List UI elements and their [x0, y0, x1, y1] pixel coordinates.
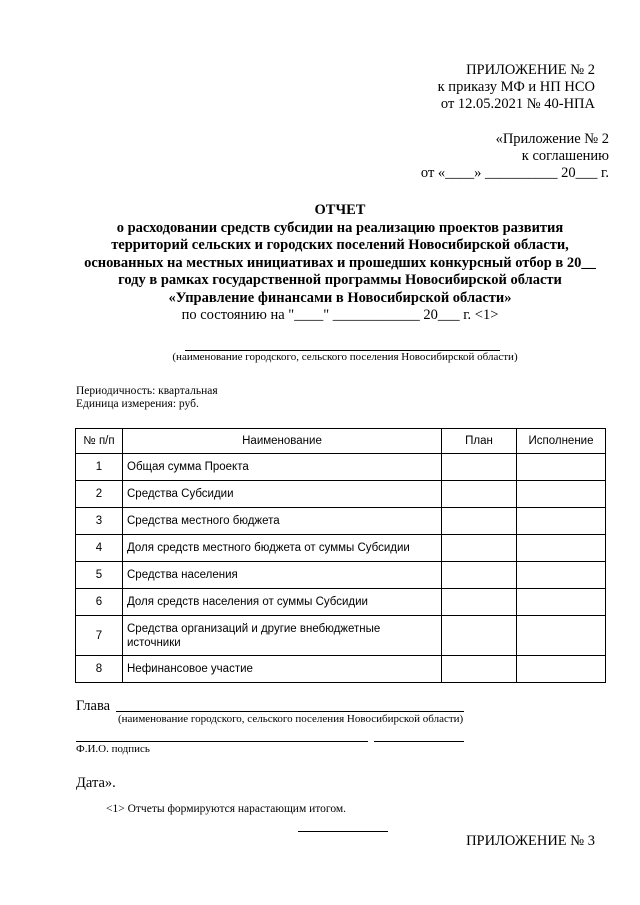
row-name: Доля средств населения от суммы Субсидии — [123, 589, 442, 616]
report-title-line: году в рамках государственной программы Новосибирской области — [118, 272, 562, 288]
report-title — [60, 202, 620, 325]
row-num: 3 — [76, 508, 123, 535]
header-exec: Исполнение — [517, 429, 606, 454]
row-num: 1 — [76, 454, 123, 481]
periodicity: Периодичность: квартальная — [76, 385, 218, 397]
order-date: от 12.05.2021 № 40-НПА — [440, 96, 595, 112]
agreement-header — [421, 131, 609, 182]
table-row — [76, 589, 606, 616]
row-plan[interactable] — [442, 481, 517, 508]
header-num: № п/п — [76, 429, 123, 454]
table-row — [76, 616, 606, 656]
fio-caption: Ф.И.О. подпись — [76, 743, 150, 755]
row-num: 5 — [76, 562, 123, 589]
row-exec[interactable] — [517, 616, 606, 656]
row-plan[interactable] — [442, 589, 517, 616]
row-num: 8 — [76, 656, 123, 683]
row-plan[interactable] — [442, 508, 517, 535]
agreement-appendix: «Приложение № 2 — [495, 131, 609, 147]
table-row — [76, 535, 606, 562]
row-name: Общая сумма Проекта — [123, 454, 442, 481]
row-name: Средства населения — [123, 562, 442, 589]
table-header-row — [76, 429, 606, 454]
row-exec[interactable] — [517, 454, 606, 481]
table-row — [76, 656, 606, 683]
row-num: 2 — [76, 481, 123, 508]
agreement-ref: к соглашению — [521, 148, 609, 164]
report-table — [75, 428, 606, 683]
header-name: Наименование — [123, 429, 442, 454]
footnote-separator — [298, 831, 388, 832]
header-plan: План — [442, 429, 517, 454]
report-title-line: «Управление финансами в Новосибирской области» — [168, 289, 512, 306]
row-plan[interactable] — [442, 656, 517, 683]
row-name: Средства организаций и другие внебюджетные источники — [123, 616, 442, 656]
table-row — [76, 562, 606, 589]
row-plan[interactable] — [442, 562, 517, 589]
row-plan[interactable] — [442, 616, 517, 656]
report-heading: ОТЧЕТ — [314, 202, 366, 218]
report-title-line: территорий сельских и городских поселений Новосибирской области, — [111, 237, 569, 253]
date-label: Дата». — [76, 775, 116, 791]
unit: Единица измерения: руб. — [76, 398, 199, 410]
row-plan[interactable] — [442, 535, 517, 562]
row-exec[interactable] — [517, 589, 606, 616]
row-exec[interactable] — [517, 535, 606, 562]
head-label: Глава — [76, 698, 111, 714]
appendix-number: ПРИЛОЖЕНИЕ № 2 — [466, 62, 595, 78]
settlement-caption: (наименование городского, сельского поселения Новосибирской области) — [172, 351, 518, 363]
row-num: 4 — [76, 535, 123, 562]
appendix-header — [438, 62, 595, 113]
next-appendix: ПРИЛОЖЕНИЕ № 3 — [466, 833, 595, 849]
table-row — [76, 481, 606, 508]
table-row — [76, 508, 606, 535]
row-name: Доля средств местного бюджета от суммы Субсидии — [123, 535, 442, 562]
head-signature-line[interactable] — [116, 698, 464, 712]
row-name: Средства Субсидии — [123, 481, 442, 508]
row-exec[interactable] — [517, 656, 606, 683]
footnote: <1> Отчеты формируются нарастающим итогом. — [106, 803, 347, 815]
signature-line[interactable] — [374, 729, 464, 742]
report-title-line: основанных на местных инициативах и прошедших конкурсный отбор в 20__ — [84, 254, 596, 271]
row-name: Средства местного бюджета — [123, 508, 442, 535]
row-exec[interactable] — [517, 562, 606, 589]
row-exec[interactable] — [517, 508, 606, 535]
row-name: Нефинансовое участие — [123, 656, 442, 683]
report-title-line: о расходовании средств субсидии на реализацию проектов развития — [116, 219, 564, 236]
row-plan[interactable] — [442, 454, 517, 481]
head-caption: (наименование городского, сельского поселения Новосибирской области) — [118, 713, 464, 725]
fio-line[interactable] — [76, 729, 368, 742]
row-num: 6 — [76, 589, 123, 616]
row-num: 7 — [76, 616, 123, 656]
row-exec[interactable] — [517, 481, 606, 508]
order-reference: к приказу МФ и НП НСО — [437, 79, 595, 95]
report-as-of: по состоянию на "____" ____________ 20___ г. <1> — [181, 307, 499, 323]
agreement-date: от «____» __________ 20___ г. — [420, 165, 609, 181]
table-row — [76, 454, 606, 481]
